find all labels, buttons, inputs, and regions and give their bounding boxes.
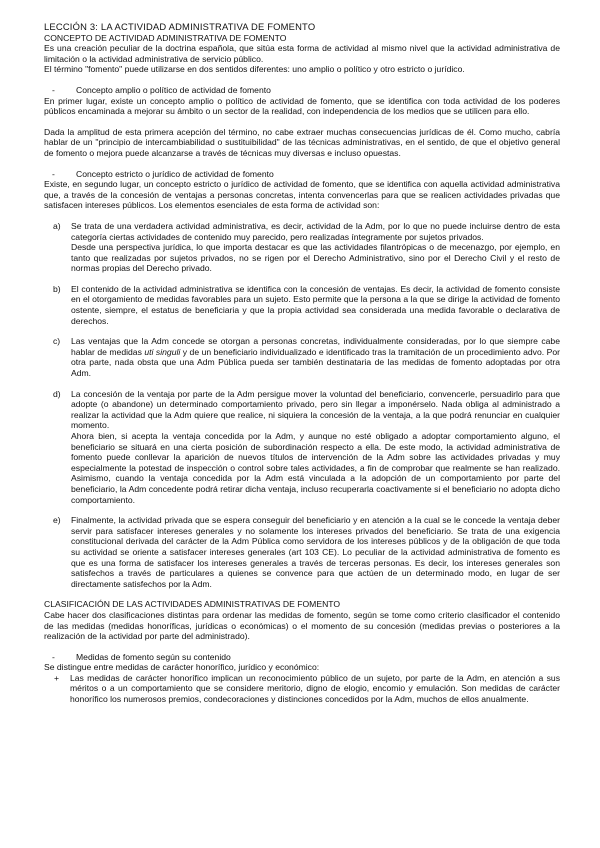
item-label: e) bbox=[53, 515, 61, 526]
clasificacion-heading: CLASIFICACIÓN DE LAS ACTIVIDADES ADMINISTRATIVAS DE FOMENTO bbox=[44, 599, 341, 610]
item-paragraph: La concesión de la ventaja por parte de la Adm persigue mover la voluntad del beneficiario, convencerle, persuadirlo para que adopte (o abandone) un determinado comportamiento privado, pero sin llegar a imponérselo. Nada obliga al administrado a realizar la actividad que la Adm quiere que realice, ni siquiera la concesión de la ventaja, a la que podrá renunciar en cualquier momento. bbox=[71, 388, 560, 431]
dash-bullet: - bbox=[52, 84, 55, 95]
estricto-paragraph-1: Existe, en segundo lugar, un concepto estricto o jurídico de actividad de fomento, que se identifica con aquella actividad administrativa que, a través de la concesión de ventajas a personas concretas, intenta convencerlas para que se realicen actividades privadas que satisfacen intereses públicos. Los elementos esenciales de esta forma de actividad son: bbox=[44, 179, 560, 211]
list-item bbox=[44, 336, 560, 378]
item-text: Las ventajas que la Adm concede se otorgan a personas concretas, individualmente consideradas, por lo que siempre cabe hablar de medidas bbox=[71, 336, 560, 357]
amplio-paragraph-2: Dada la amplitud de esta primera acepción del término, no cabe extraer muchas consecuencias jurídicas de él. Como mucho, cabría hablar de un "principio de intercambiabilidad o sustituibilidad" de las técnicas administrativas, en el sentido, de que el objetivo general de fomento o mejora puede alcanzarse a través de técnicas muy diversas e incluso opuestas. bbox=[44, 126, 560, 158]
item-label: b) bbox=[53, 283, 61, 294]
item-paragraph: Desde una perspectiva jurídica, lo que importa destacar es que las actividades filantrópicas o de mecenazgo, por ejemplo, en tanto que realizadas por sujetos privados, no se rigen por el Derecho Administrativo, sino por el Derecho Civil y el resto de normas propias del Derecho privado. bbox=[71, 242, 560, 274]
item-paragraph: Finalmente, la actividad privada que se espera conseguir del beneficiario y en atención a la cual se le concede la ventaja deber servir para satisfacer intereses generales y no solamente los intereses privados del beneficiario. Se trata de una exigencia constitucional derivada del carácter de la Adm Pública como servidora de los intereses públicos y de la obligación de que toda su actividad se oriente a satisfacer intereses generales (art 103 CE). Lo peculiar de la actividad administrativa de fomento es que es una forma de satisfacer los intereses generales a través de terceras personas. Es decir, los intereses generales son satisfechos a través de particulares a quienes se convence para que actúen de un determinado modo, en lugar de ser directamente satisfechos por la Adm. bbox=[71, 515, 560, 589]
item-paragraph: El contenido de la actividad administrativa se identifica con la concesión de ventajas. Es decir, la actividad de fomento consiste en el otorgamiento de medidas favorables para un sujeto. Esto permite que la persona a la que se dirige la actividad de fomento ostente, siempre, el estatus de beneficiaria y que la propia actividad sea considerada una medida favorable o declarativa de derechos. bbox=[71, 283, 560, 326]
subheading-text: Concepto amplio o político de actividad de fomento bbox=[76, 84, 271, 95]
intro-paragraph-1: Es una creación peculiar de la doctrina española, que sitúa esta forma de actividad al mismo nivel que la actividad administrativa de limitación o la actividad administrativa de servicio público. bbox=[44, 43, 560, 64]
list-item bbox=[44, 515, 560, 589]
dash-bullet: - bbox=[52, 168, 55, 179]
section-subtitle: CONCEPTO DE ACTIVIDAD ADMINISTRATIVA DE FOMENTO bbox=[44, 32, 287, 43]
contenido-intro: Se distingue entre medidas de carácter honorífico, jurídico y económico: bbox=[44, 662, 320, 673]
item-label: d) bbox=[53, 388, 61, 399]
subheading-text: Medidas de fomento según su contenido bbox=[76, 651, 231, 662]
plus-item-text: Las medidas de carácter honorífico implican un reconocimiento público de un sujeto, por parte de la Adm, en atención a sus méritos o a un comportamiento que se considere meritorio, digno de elogio, encomio y emulación. Son medidas de carácter honorífico los numerosos premios, condecoraciones y distinciones concedidos por la Adm, muchos de ellos anualmente. bbox=[70, 672, 560, 705]
item-text: y de un beneficiario individualizado e identificado tras la tramitación de un procedimiento advo. Por otra parte, nada obsta que una Adm Pública pueda ser también destinataria de las medidas de fomento adoptadas por otra Adm. bbox=[71, 346, 561, 379]
lesson-title: LECCIÓN 3: LA ACTIVIDAD ADMINISTRATIVA DE FOMENTO bbox=[44, 21, 316, 32]
plus-bullet: + bbox=[54, 672, 60, 683]
intro-paragraph-2: El término "fomento" puede utilizarse en dos sentidos diferentes: uno amplio o político y otro estricto o jurídico. bbox=[44, 64, 465, 75]
amplio-paragraph-1: En primer lugar, existe un concepto amplio o político de actividad de fomento, que se identifica con toda actividad de los poderes públicos encaminada a mejorar su ámbito o un sector de la realidad, con independencia de los medios que se utilicen para ello. bbox=[44, 95, 560, 117]
list-item bbox=[44, 221, 560, 274]
item-italic-term: uti singuli bbox=[144, 346, 181, 357]
subheading-contenido bbox=[52, 652, 560, 663]
list-item bbox=[44, 389, 560, 506]
dash-bullet: - bbox=[52, 651, 55, 662]
list-item bbox=[44, 284, 560, 326]
item-paragraph: Ahora bien, si acepta la ventaja concedida por la Adm, y aunque no esté obligado a adoptar comportamiento alguno, el beneficiario se situará en una cierta posición de subordinación respecto a ella. De este modo, la actividad administrativa de fomento puede conllevar la aparición de nuevos títulos de intervención de la Adm sobre las actividades privadas y muy especialmente la potestad de inspección o control sobre tales actividades, a fin de comprobar que realmente se han realizado. Asimismo, cuando la ventaja concedida por la Adm está vinculada a la adopción de un comportamiento por parte del beneficiario, la Adm concedente podrá retirar dicha ventaja, incluso recuperarla coactivamente si el beneficiario no adopta dicho comportamiento. bbox=[71, 431, 560, 505]
item-paragraph: Se trata de una verdadera actividad administrativa, es decir, actividad de la Adm, por lo que no puede incluirse dentro de esta categoría ciertas actividades de contenido muy parecido, pero realizadas íntegramente por sujetos privados. bbox=[71, 220, 560, 242]
subheading-concepto-amplio bbox=[52, 85, 560, 96]
plus-list-item bbox=[54, 673, 560, 705]
clasificacion-paragraph: Cabe hacer dos clasificaciones distintas para ordenar las medidas de fomento, según se tome como criterio clasificador el contenido de las medidas (medidas honoríficas, jurídicas o económicas) o el momento de su concesión (medidas previas o posteriores a la realización de la actividad por parte del administrado). bbox=[44, 609, 560, 642]
item-label: c) bbox=[53, 336, 61, 347]
item-label: a) bbox=[53, 220, 61, 231]
subheading-concepto-estricto bbox=[52, 169, 560, 180]
item-paragraph bbox=[71, 336, 560, 378]
subheading-text: Concepto estricto o jurídico de actividad de fomento bbox=[76, 168, 274, 179]
